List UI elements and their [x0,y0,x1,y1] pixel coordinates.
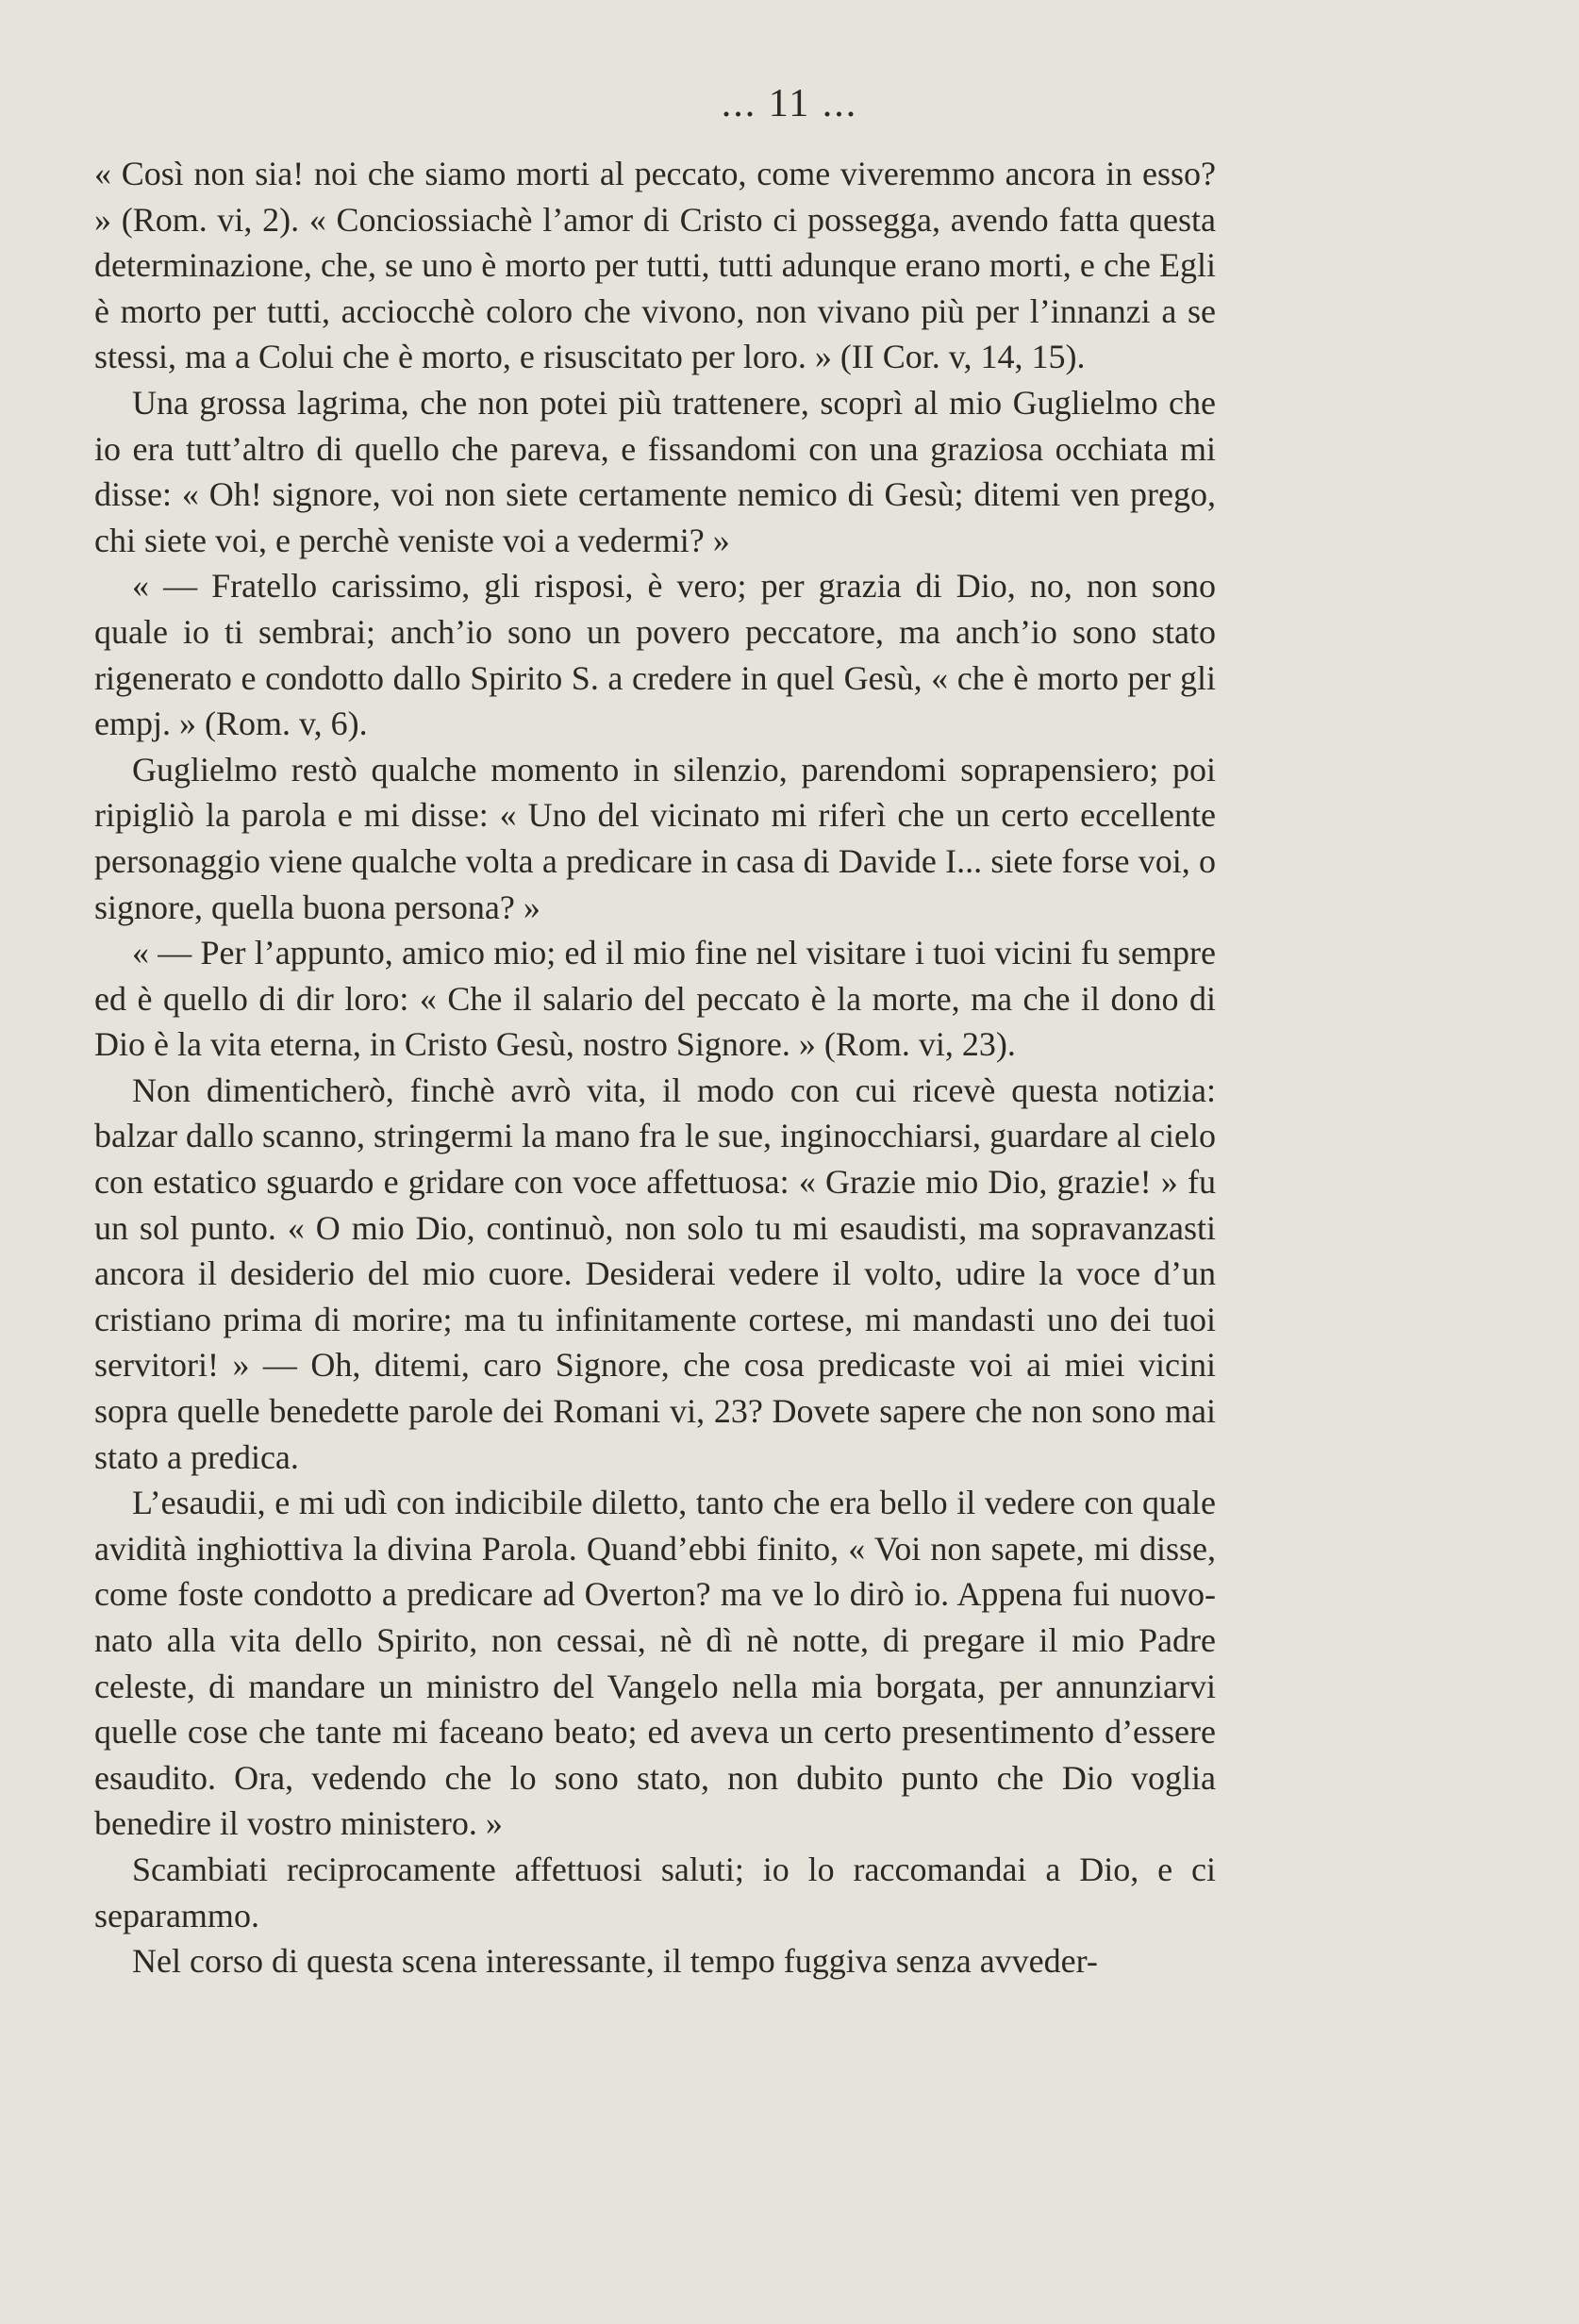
paragraph-7: L’esaudii, e mi udì con indicibile diletto, tanto che era bello il vedere con quale avidità inghiottiva la divina Parola. Quand’ebbi finito, « Voi non sapete, mi disse, come foste condotto a predicare ad Overton? ma ve lo dirò io. Appena fui nuovo-nato alla vita dello Spirito, non cessai, nè dì nè notte, di pregare il mio Padre celeste, di mandare un ministro del Vangelo nella mia borgata, per annunziarvi quelle cose che tante mi faceano beato; ed aveva un certo presentimento d’essere esaudito. Ora, vedendo che lo sono stato, non dubito punto che Dio voglia benedire il vostro ministero. » [94,1484,1216,1843]
paragraph-8: Scambiati reciprocamente affettuosi saluti; io lo raccomandai a Dio, e ci separammo. [94,1850,1216,1934]
page-number: ... 11 ... [721,82,858,125]
paragraph-6: Non dimenticherò, finchè avrò vita, il modo con cui ricevè questa notizia: balzar dallo scanno, stringermi la mano fra le sue, inginocchiarsi, guardare al cielo con estatico sguardo e gridare con voce affettuosa: « Grazie mio Dio, grazie! » fu un sol punto. « O mio Dio, continuò, non solo tu mi esaudisti, ma sopravanzasti ancora il desiderio del mio cuore. Desiderai vedere il volto, udire la voce d’un cristiano prima di morire; ma tu infinitamente cortese, mi mandasti uno dei tuoi servitori! » — Oh, ditemi, caro Signore, che cosa predicaste voi ai miei vicini sopra quelle benedette parole dei Romani vi, 23? Dovete sapere che non sono mai stato a predica. [94,1071,1216,1476]
body-text [94,151,1216,1984]
paragraph-1: « Così non sia! noi che siamo morti al peccato, come viveremmo ancora in esso? » (Rom. vi, 2). « Conciossiachè l’amor di Cristo ci possegga, avendo fatta questa determinazione, che, se uno è morto per tutti, tutti adunque erano morti, e che Egli è morto per tutti, acciocchè coloro che vivono, non vivano più per l’innanzi a se stessi, ma a Colui che è morto, e risuscitato per loro. » (II Cor. v, 14, 15). [94,155,1216,376]
paragraph-9: Nel corso di questa scena interessante, il tempo fuggiva senza avveder- [132,1942,1098,1981]
paragraph-5: « — Per l’appunto, amico mio; ed il mio fine nel visitare i tuoi vicini fu sempre ed è quello di dir loro: « Che il salario del peccato è la morte, ma che il dono di Dio è la vita eterna, in Cristo Gesù, nostro Signore. » (Rom. vi, 23). [94,934,1216,1064]
paragraph-3: « — Fratello carissimo, gli risposi, è vero; per grazia di Dio, no, non sono quale io ti sembrai; anch’io sono un povero peccatore, ma anch’io sono stato rigenerato e condotto dallo Spirito S. a credere in quel Gesù, « che è morto per gli empj. » (Rom. v, 6). [94,567,1216,743]
paragraph-4: Guglielmo restò qualche momento in silenzio, parendomi soprapensiero; poi ripigliò la parola e mi disse: « Uno del vicinato mi riferì che un certo eccellente personaggio viene qualche volta a predicare in casa di Davide I... siete forse voi, o signore, quella buona persona? » [94,750,1216,926]
paragraph-2: Una grossa lagrima, che non potei più trattenere, scoprì al mio Guglielmo che io era tutt’altro di quello che pareva, e fissandomi con una graziosa occhiata mi disse: « Oh! signore, voi non siete certamente nemico di Gesù; ditemi ven prego, chi siete voi, e perchè veniste voi a vedermi? » [94,383,1216,559]
